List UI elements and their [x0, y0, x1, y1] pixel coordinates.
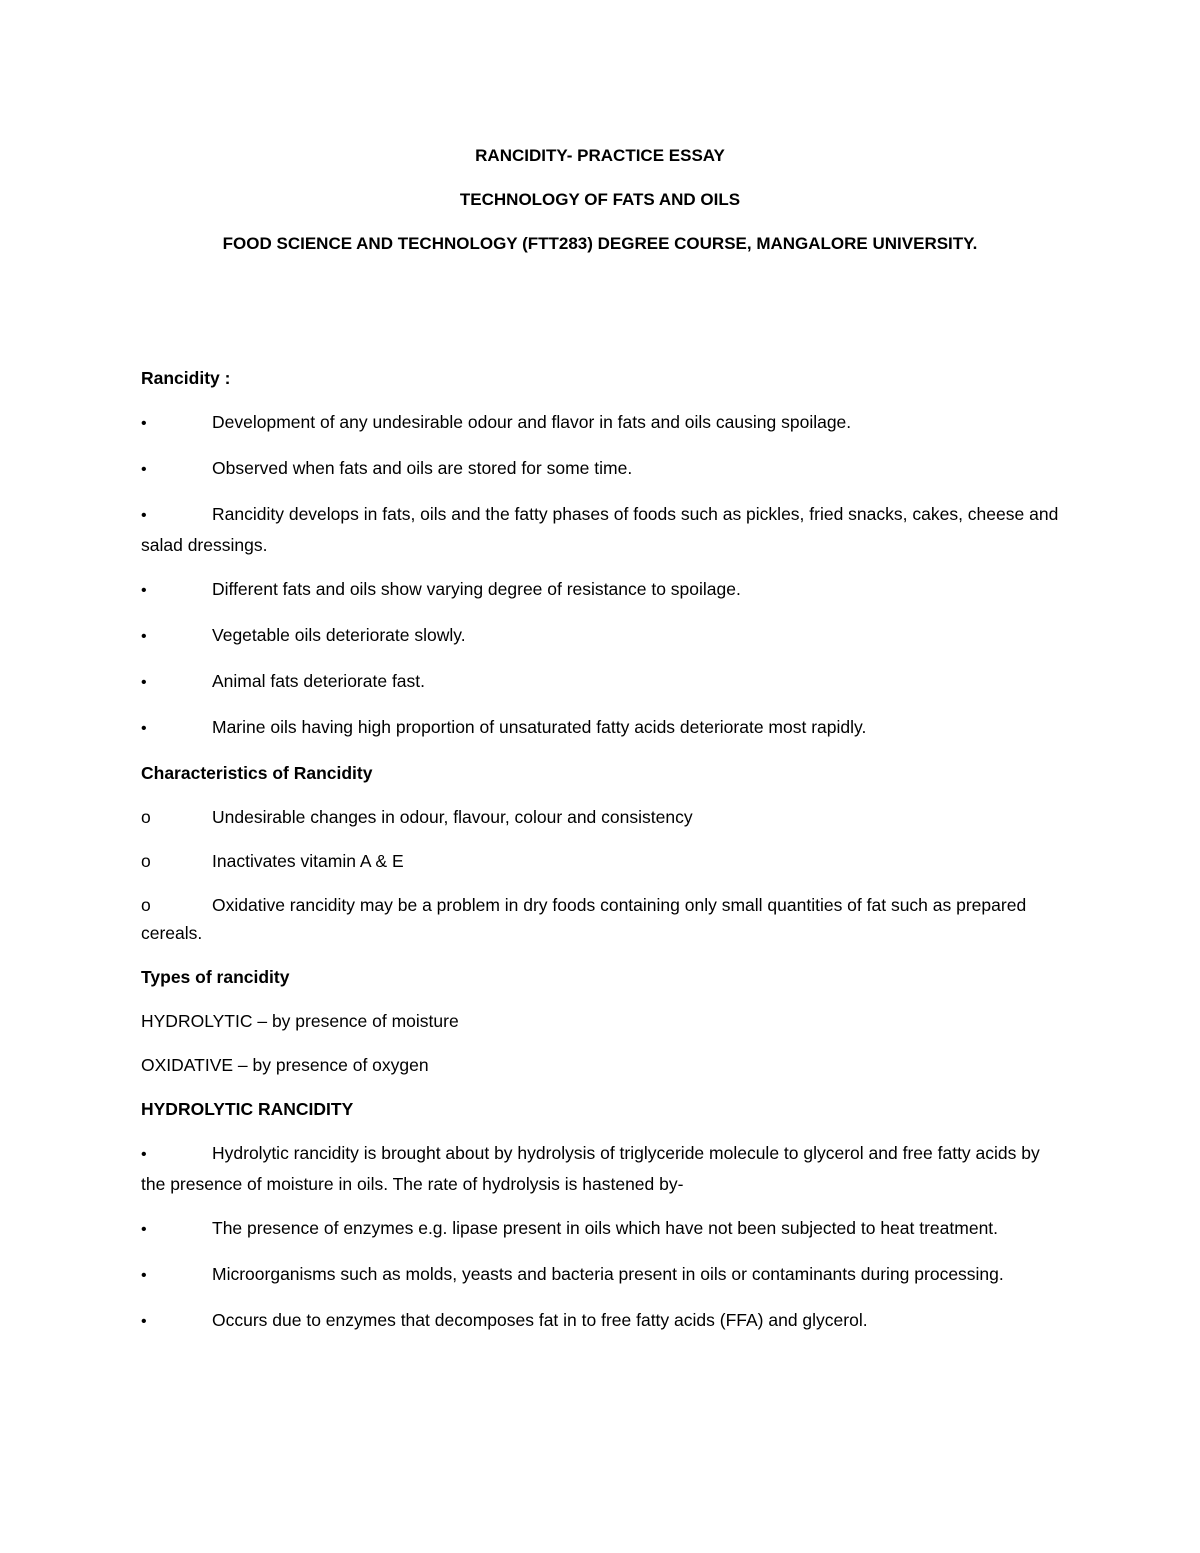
bullet-icon: •: [141, 581, 147, 599]
list-item: [141, 575, 1061, 606]
list-item: [141, 713, 1061, 744]
list-item: [141, 803, 1061, 832]
list-item-text: Animal fats deteriorate fast.: [212, 670, 426, 691]
document-subtitle: TECHNOLOGY OF FATS AND OILS: [459, 190, 741, 209]
type-line-oxidative: OXIDATIVE – by presence of oxygen: [141, 1055, 429, 1075]
list-item: [141, 454, 1061, 485]
list-item: [141, 1306, 1061, 1337]
bullet-icon: •: [141, 673, 147, 691]
list-item: [141, 847, 1061, 876]
circle-bullet-icon: o: [141, 806, 151, 827]
course-line: FOOD SCIENCE AND TECHNOLOGY (FTT283) DEGREE COURSE, MANGALORE UNIVERSITY.: [222, 234, 978, 253]
list-item-text: Oxidative rancidity may be a problem in dry foods containing only small quantities of fat such as prepared cereals.: [141, 894, 1027, 943]
document-body: [141, 364, 1061, 1352]
section-heading-rancidity: Rancidity :: [141, 368, 231, 388]
list-item: [141, 891, 1061, 948]
bullet-icon: •: [141, 719, 147, 737]
list-item-text: Inactivates vitamin A & E: [212, 850, 404, 871]
list-item: [141, 1214, 1061, 1245]
list-item: [141, 408, 1061, 439]
list-item-text: Rancidity develops in fats, oils and the fatty phases of foods such as pickles, fried snacks, cakes, cheese and salad dressings.: [141, 504, 1059, 555]
bullet-icon: •: [141, 1312, 147, 1330]
type-line-hydrolytic: HYDROLYTIC – by presence of moisture: [141, 1011, 459, 1031]
document-title: RANCIDITY- PRACTICE ESSAY: [475, 146, 725, 165]
list-item-text: Different fats and oils show varying degree of resistance to spoilage.: [212, 578, 741, 599]
list-item: [141, 667, 1061, 698]
list-item-text: Undesirable changes in odour, flavour, colour and consistency: [212, 806, 693, 827]
bullet-icon: •: [141, 1266, 147, 1284]
circle-bullet-icon: o: [141, 894, 151, 915]
section-heading-types: Types of rancidity: [141, 967, 290, 987]
bullet-icon: •: [141, 415, 147, 432]
bullet-icon: •: [141, 1146, 147, 1163]
list-item: [141, 621, 1061, 652]
list-item-text: The presence of enzymes e.g. lipase present in oils which have not been subjected to heat treatment.: [212, 1217, 999, 1238]
section-heading-hydrolytic: HYDROLYTIC RANCIDITY: [141, 1099, 354, 1119]
bullet-icon: •: [141, 627, 147, 645]
list-item-text: Development of any undesirable odour and flavor in fats and oils causing spoilage.: [212, 412, 852, 432]
list-item: [141, 1260, 1061, 1291]
list-item-text: Vegetable oils deteriorate slowly.: [212, 624, 466, 645]
list-item: [141, 1139, 1061, 1198]
bullet-icon: •: [141, 461, 147, 478]
list-item-text: Microorganisms such as molds, yeasts and bacteria present in oils or contaminants during processing.: [212, 1263, 1004, 1284]
circle-bullet-icon: o: [141, 850, 151, 871]
section-heading-characteristics: Characteristics of Rancidity: [141, 762, 373, 783]
list-item: [141, 500, 1061, 559]
bullet-icon: •: [141, 1220, 147, 1238]
bullet-icon: •: [141, 507, 147, 524]
list-item-text: Hydrolytic rancidity is brought about by hydrolysis of triglyceride molecule to glycerol and free fatty acids by the presence of moisture in oils. The rate of hydrolysis is hastened by-: [141, 1143, 1040, 1194]
list-item-text: Occurs due to enzymes that decomposes fat in to free fatty acids (FFA) and glycerol.: [212, 1309, 868, 1330]
list-item-text: Marine oils having high proportion of unsaturated fatty acids deteriorate most rapidly.: [212, 716, 867, 737]
list-item-text: Observed when fats and oils are stored for some time.: [212, 458, 633, 478]
